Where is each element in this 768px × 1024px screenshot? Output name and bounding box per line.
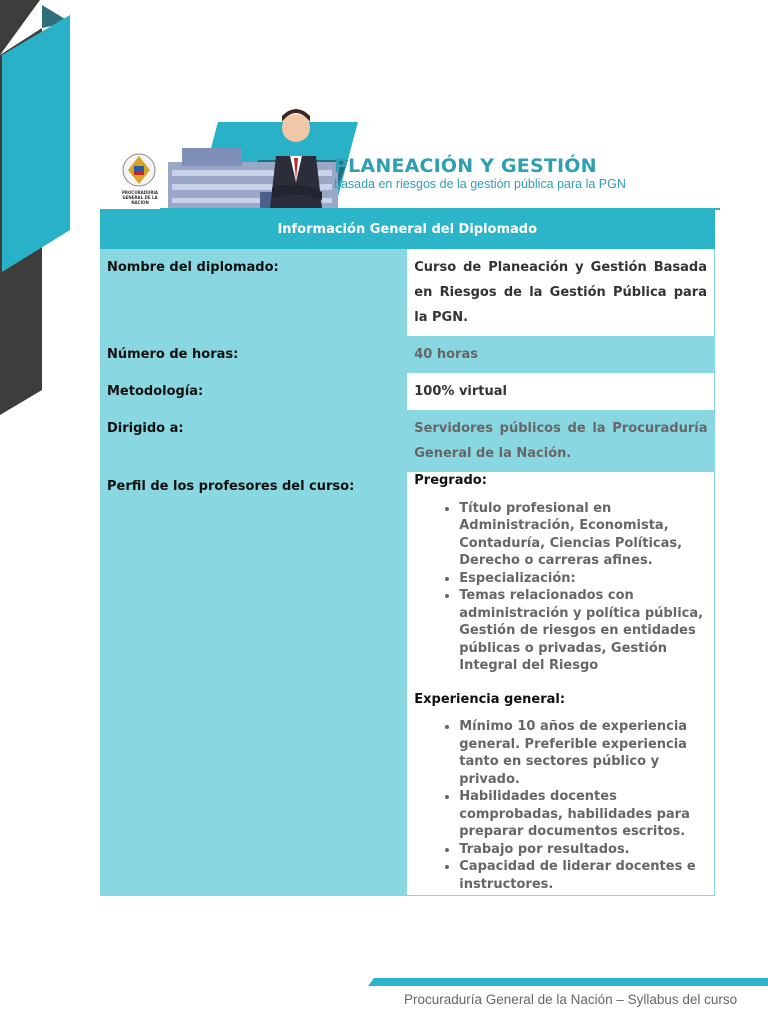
footer-bar: [368, 978, 768, 986]
list-item: • Mínimo 10 años de experiencia general. Preferible experiencia tanto en sectores público y privado.: [459, 718, 707, 788]
row-label: Metodología:: [100, 373, 407, 410]
list-item: • Habilidades docentes comprobadas, habilidades para preparar documentos escritos.: [459, 788, 707, 841]
table-heading: Información General del Diplomado: [100, 209, 715, 249]
row-value: Curso de Planeación y Gestión Basada en Riesgos de la Gestión Pública para la PGN.: [407, 249, 714, 336]
row-label: Perfil de los profesores del curso:: [100, 472, 407, 896]
info-table: [100, 209, 715, 896]
logo-caption: PROCURADURIA GENERAL DE LA NACION: [121, 190, 158, 205]
list-item: • Especialización:: [459, 570, 707, 588]
table-row: [100, 336, 715, 373]
list-item: • Trabajo por resultados.: [459, 841, 707, 859]
list-item: • Capacidad de liderar docentes e instructores.: [459, 858, 707, 893]
row-label: Dirigido a:: [100, 410, 407, 472]
table-row: [100, 410, 715, 472]
pregrado-list: [414, 500, 707, 675]
list-item: • Título profesional en Administración, Economista, Contaduría, Ciencias Políticas, Derecho o carreras afines.: [459, 500, 707, 570]
list-item: • Temas relacionados con administración y política pública, Gestión de riesgos en entidades públicas o privadas, Gestión Integral del Riesgo: [459, 587, 707, 675]
side-decoration: [0, 0, 80, 420]
row-value: 40 horas: [407, 336, 714, 373]
page-subtitle: basada en riesgos de la gestión pública para la PGN: [334, 177, 626, 191]
row-label: Nombre del diplomado:: [100, 249, 407, 336]
experiencia-list: [414, 718, 707, 893]
profile-cell: [407, 472, 714, 896]
table-row: [100, 472, 715, 896]
experiencia-title: Experiencia general:: [414, 691, 566, 707]
footer-text: Procuraduría General de la Nación – Syllabus del curso: [404, 992, 738, 1007]
page-title: PLANEACIÓN Y GESTIÓN: [334, 155, 597, 177]
table-row: [100, 249, 715, 336]
table-row: [100, 373, 715, 410]
row-value: Servidores públicos de la Procuraduría General de la Nación.: [407, 410, 714, 472]
row-label: Número de horas:: [100, 336, 407, 373]
row-value: 100% virtual: [407, 373, 714, 410]
pregrado-title: Pregrado:: [414, 473, 487, 488]
